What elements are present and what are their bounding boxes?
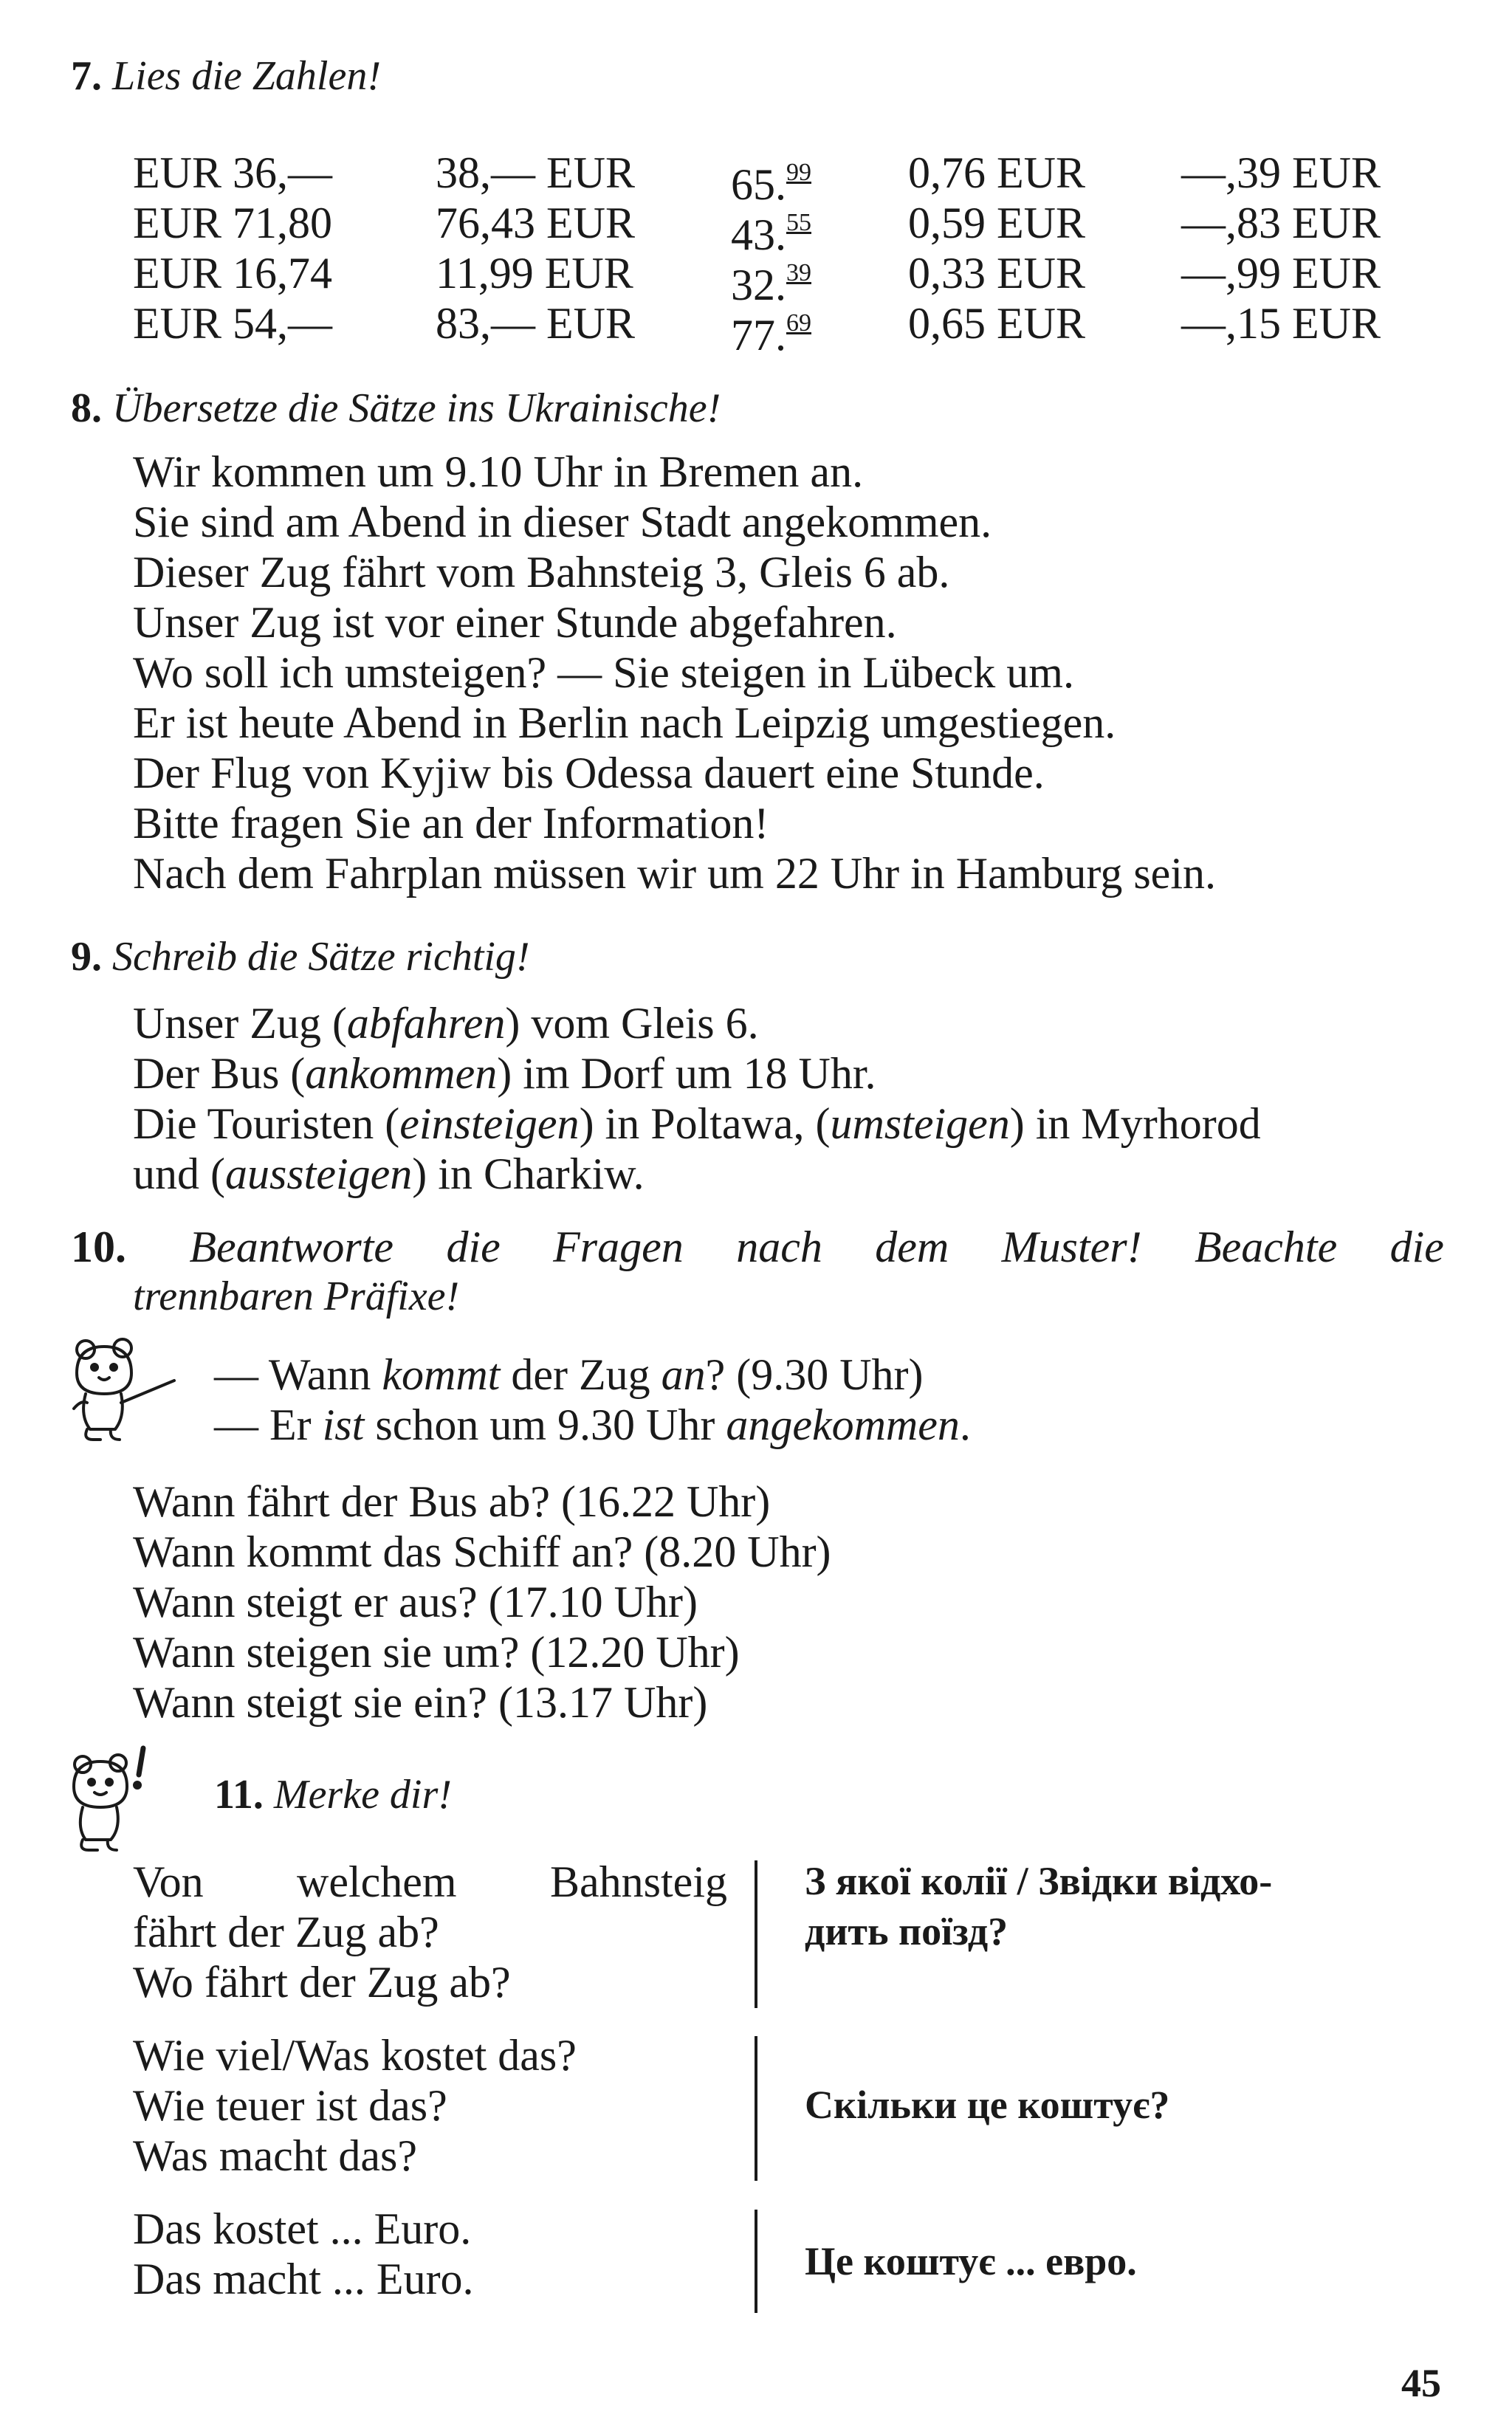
- phrase-line: Wie teuer ist das?: [133, 2081, 447, 2130]
- ex8-heading: [71, 384, 721, 433]
- price-cell: 76,43 EUR: [436, 199, 635, 247]
- question: Wann steigt er aus? (17.10 Uhr): [133, 1578, 698, 1626]
- ex10-number: 10.: [71, 1223, 126, 1271]
- price-cell: 38,— EUR: [436, 148, 635, 197]
- phrase-line: Von welchem Bahnsteig: [133, 1857, 727, 1906]
- ex7-title: Lies die Zahlen!: [112, 53, 381, 99]
- ex9-number: 9.: [71, 934, 102, 980]
- sentence: Bitte fragen Sie an der Information!: [133, 799, 769, 848]
- price-cell: 11,99 EUR: [436, 249, 633, 298]
- column-divider: [755, 2036, 757, 2181]
- ex8-title: Übersetze die Sätze ins Ukrainische!: [112, 385, 721, 431]
- column-divider: [755, 2210, 757, 2313]
- price-cell: 83,— EUR: [436, 299, 635, 348]
- translation-line: Це коштує ... евро.: [805, 2239, 1137, 2283]
- price-cell: EUR 16,74: [133, 249, 332, 298]
- price-cell: 0,65 EUR: [908, 299, 1085, 348]
- price-cell: EUR 54,—: [133, 299, 332, 348]
- phrase-line: Wie viel/Was kostet das?: [133, 2031, 577, 2080]
- ex9-heading: [71, 932, 530, 981]
- ex8-number: 8.: [71, 385, 102, 431]
- bear-pointing-icon: [63, 1329, 189, 1447]
- translation-line: дить поїзд?: [805, 1909, 1008, 1953]
- ex9-title: Schreib die Sätze richtig!: [112, 934, 530, 980]
- price-cell: 32.39: [731, 259, 811, 309]
- phrase-line: Das macht ... Euro.: [133, 2255, 474, 2303]
- sentence: Der Bus (ankommen) im Dorf um 18 Uhr.: [133, 1049, 876, 1098]
- sentence: Wir kommen um 9.10 Uhr in Bremen an.: [133, 447, 864, 496]
- sentence: Er ist heute Abend in Berlin nach Leipzig umgestiegen.: [133, 698, 1116, 747]
- ex11-title: Merke dir!: [273, 1772, 452, 1818]
- price-cell: —,99 EUR: [1181, 249, 1381, 298]
- translation-line: З якої колії / Звідки відхо-: [805, 1859, 1273, 1903]
- price-cell: —,83 EUR: [1181, 199, 1381, 247]
- sentence: Sie sind am Abend in dieser Stadt angekommen.: [133, 498, 992, 546]
- model-question: — Wann kommt der Zug an? (9.30 Uhr): [214, 1350, 924, 1399]
- price-cell: EUR 71,80: [133, 199, 332, 247]
- sentence: Der Flug von Kyjiw bis Odessa dauert eine Stunde.: [133, 749, 1045, 797]
- sentence: Die Touristen (einsteigen) in Poltawa, (umsteigen) in Myrhorod: [133, 1099, 1261, 1148]
- bear-exclaim-icon: [63, 1742, 159, 1853]
- ex11-heading: [214, 1770, 452, 1819]
- sentence: Dieser Zug fährt vom Bahnsteig 3, Gleis 6 ab.: [133, 548, 950, 597]
- price-cell: 0,59 EUR: [908, 199, 1085, 247]
- column-divider: [755, 1860, 757, 2008]
- price-cell: —,39 EUR: [1181, 148, 1381, 197]
- phrase-line: Wo fährt der Zug ab?: [133, 1958, 511, 2007]
- sentence: Unser Zug ist vor einer Stunde abgefahren.: [133, 598, 897, 647]
- question: Wann fährt der Bus ab? (16.22 Uhr): [133, 1477, 771, 1526]
- price-cell: —,15 EUR: [1181, 299, 1381, 348]
- ex11-number: 11.: [214, 1772, 264, 1818]
- phrase-line: fährt der Zug ab?: [133, 1908, 439, 1956]
- price-cell: 77.69: [731, 309, 811, 360]
- ex10-title-line2: trennbaren Präfixe!: [133, 1273, 460, 1319]
- question: Wann kommt das Schiff an? (8.20 Uhr): [133, 1527, 831, 1576]
- page-number: 45: [1401, 2361, 1441, 2405]
- question: Wann steigt sie ein? (13.17 Uhr): [133, 1678, 708, 1727]
- price-cell: 65.99: [731, 159, 811, 209]
- question: Wann steigen sie um? (12.20 Uhr): [133, 1628, 740, 1677]
- price-cell: 0,76 EUR: [908, 148, 1085, 197]
- ex10-heading: 10. Beantworte die Fragen nach dem Muster! Beachte die: [71, 1223, 1444, 1271]
- sentence: Wo soll ich umsteigen? — Sie steigen in Lübeck um.: [133, 648, 1074, 697]
- phrase-line: Das kostet ... Euro.: [133, 2204, 472, 2253]
- model-answer: — Er ist schon um 9.30 Uhr angekommen.: [214, 1400, 971, 1449]
- sentence: und (aussteigen) in Charkiw.: [133, 1149, 645, 1198]
- price-cell: 0,33 EUR: [908, 249, 1085, 298]
- translation-line: Скільки це коштує?: [805, 2083, 1170, 2127]
- ex7-number: 7.: [71, 53, 102, 99]
- sentence: Unser Zug (abfahren) vom Gleis 6.: [133, 999, 759, 1048]
- price-cell: EUR 36,—: [133, 148, 332, 197]
- ex7-heading: [71, 52, 381, 100]
- phrase-line: Was macht das?: [133, 2131, 418, 2180]
- sentence: Nach dem Fahrplan müssen wir um 22 Uhr in Hamburg sein.: [133, 849, 1216, 898]
- price-cell: 43.55: [731, 209, 811, 259]
